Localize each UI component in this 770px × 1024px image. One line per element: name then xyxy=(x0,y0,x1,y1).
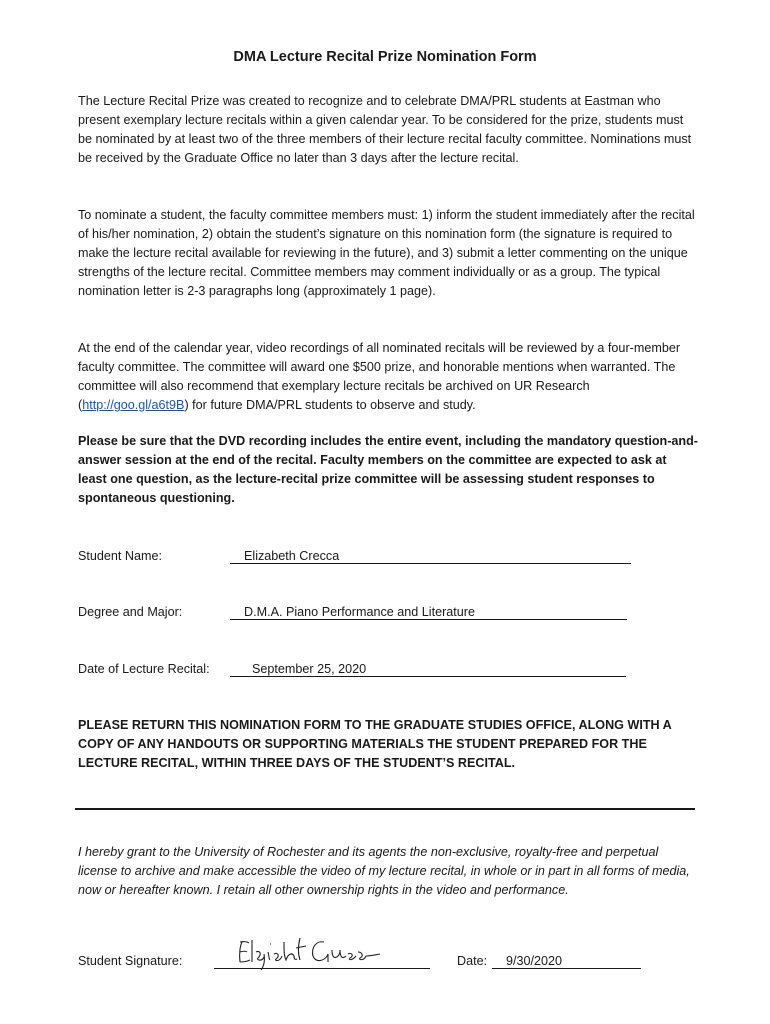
degree-value: D.M.A. Piano Performance and Literature xyxy=(244,605,475,619)
signature-date-field[interactable] xyxy=(492,953,641,969)
dvd-notice: Please be sure that the DVD recording includes the entire event, including the mandatory question-and-answer session at the end of the recital. Faculty members on the committee are expected to ask at least one question, as the lecture-recital prize committee will be assessing student responses to spontaneous questioning. xyxy=(78,434,699,505)
signature-date-value: 9/30/2020 xyxy=(506,954,563,968)
recital-date-field[interactable] xyxy=(230,661,626,677)
review-paragraph xyxy=(78,339,698,415)
signature-image xyxy=(234,932,384,972)
signature-date-label: Date: xyxy=(457,954,488,968)
review-text-before-link: At the end of the calendar year, video recordings of all nominated recitals will be reviewed by a four-member faculty committee. The committee will award one $500 prize, and honorable mentions when warranted. The committee will also recommend that exemplary lecture recitals be archived on UR Research ( xyxy=(78,341,681,412)
degree-label: Degree and Major: xyxy=(78,605,183,619)
student-name-value: Elizabeth Crecca xyxy=(244,549,340,563)
recital-date-label: Date of Lecture Recital: xyxy=(78,662,210,676)
degree-field[interactable] xyxy=(230,604,627,620)
return-notice: PLEASE RETURN THIS NOMINATION FORM TO THE GRADUATE STUDIES OFFICE, ALONG WITH A COPY OF ANY HANDOUTS OR SUPPORTING MATERIALS THE STUDENT PREPARED FOR THE LECTURE RECITAL, WITHIN THREE DAYS OF THE STUDENT’S RECITAL. xyxy=(78,718,672,770)
section-divider xyxy=(75,808,695,810)
ur-research-link[interactable]: http://goo.gl/a6t9B xyxy=(82,398,185,412)
license-statement: I hereby grant to the University of Rochester and its agents the non-exclusive, royalty-free and perpetual license to archive and make accessible the video of my lecture recital, in whole or in part in all forms of media, now or hereafter known. I retain all other ownership rights in the video and performance. xyxy=(78,845,690,897)
form-title: DMA Lecture Recital Prize Nomination Form xyxy=(233,49,537,65)
intro-paragraph: The Lecture Recital Prize was created to recognize and to celebrate DMA/PRL students at Eastman who present exemplary lecture recitals within a given calendar year. To be considered for the prize, students must be nominated by at least two of the three members of their lecture recital faculty committee. Nominations must be received by the Graduate Office no later than 3 days after the lecture recital. xyxy=(78,94,692,165)
student-name-label: Student Name: xyxy=(78,549,163,563)
review-text-after-link: ) for future DMA/PRL students to observe and study. xyxy=(184,398,476,412)
instructions-paragraph: To nominate a student, the faculty committee members must: 1) inform the student immediately after the recital of his/her nomination, 2) obtain the student’s signature on this nomination form (the signature is required to make the lecture recital available for reviewing in the future), and 3) submit a letter commenting on the unique strengths of the lecture recital. Committee members may comment individually or as a group. The typical nomination letter is 2-3 paragraphs long (approximately 1 page). xyxy=(78,208,695,298)
handwritten-signature xyxy=(234,932,384,972)
student-name-field[interactable] xyxy=(230,548,631,564)
recital-date-value: September 25, 2020 xyxy=(252,662,367,676)
signature-label: Student Signature: xyxy=(78,954,183,968)
